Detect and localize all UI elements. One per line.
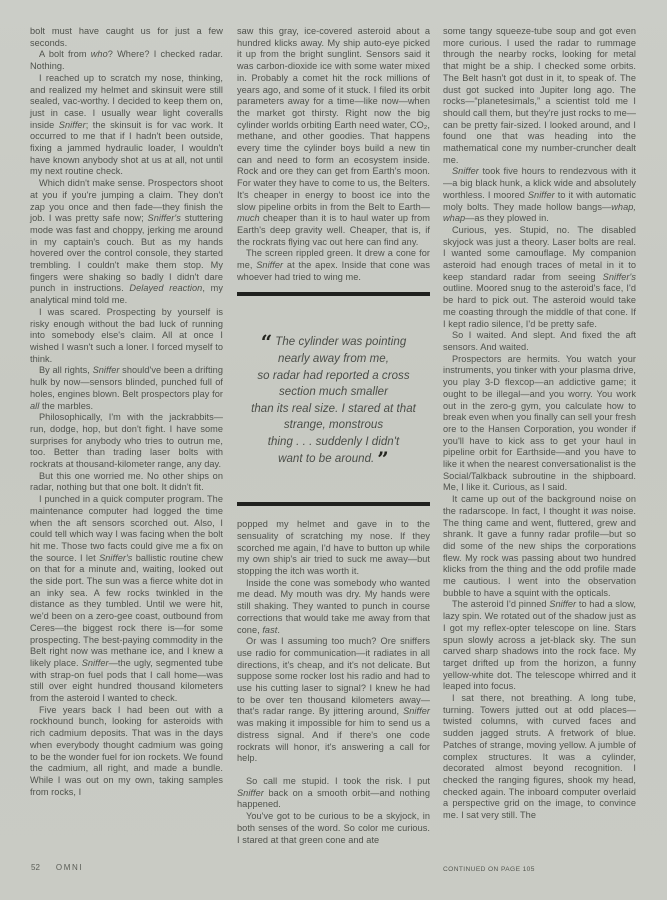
body-paragraph: But this one worried me. No other ships on radar, nothing but that one bolt. It didn't fit. (30, 470, 223, 493)
body-paragraph: Philosophically, I'm with the jackrabbits—run, dodge, hop, but don't fight. I have some surprises for anybody who tries to outrun me, too. Better than trading laser bolts with rockrats at thousand-kilometer range, any day. (30, 412, 223, 470)
pull-quote-bottom-rule (237, 502, 430, 506)
body-paragraph: some tangy squeeze-tube soup and got even more curious. I used the radar to rummage through the nearby rocks, looking for metal that might be a ship. I checked some orbits. The Belt hasn't got dust in it, to speak of. The dust got sucked into Jupiter long ago. The rocks—“planetesimals,” a scientist told me I should call them, but they're just rocks to me—can be pretty fair-sized. I looked around, and I found one that was heading into the mathematical cone my number-cruncher dealt me. (443, 26, 636, 165)
body-paragraph: popped my helmet and gave in to the sensuality of scratching my nose. If they scorched me again, I'd have to button up while my own ship's air tried to suck me away—but stopping the itch was worth it. (237, 519, 430, 577)
column-2-lower-text (237, 519, 430, 846)
body-paragraph: By all rights, Sniffer should've been a drifting hulk by now—sensors blinded, punched full of holes, engines blown. Belt prospectors play for all the marbles. (30, 365, 223, 411)
body-paragraph: The screen rippled green. It drew a cone for me, Sniffer at the apex. Inside that cone was whoever had tried to wing me. (237, 248, 430, 282)
open-quote-icon: “ (260, 330, 273, 355)
body-paragraph: bolt must have caught us for just a few seconds. (30, 26, 223, 48)
body-paragraph: Or was I assuming too much? Ore sniffers use radio for communication—it radiates in all directions, it's cheap, and it's not delicate. But suppose some rocker lost his radio and had to use his cutting laser to signal? I knew he had to be over ten thousand kilometers away—that's radar range. By jittering around, Sniffer was making it impossible for him to send us a distress signal. And if there's one code rockrats will honor, it's answering a call for help. (237, 636, 430, 764)
body-paragraph: Prospectors are hermits. You watch your instruments, you tinker with your plasma drive, you play 3-D flexcop—an addictive game; it ought to be illegal—and you worry. You work out in the zero-g gym, you calculate how to break even when you finally can sell your fresh ore to the Hansen Corporation, you wonder if you'll have to kick ass to get your haul in pipeline orbit for Earthside—and you have to like it when the nearest conversationalist is the Social/Talkback subroutine in the shipboard. Me, I like it. Curious, as I said. (443, 353, 636, 493)
body-paragraph: I punched in a quick computer program. The maintenance computer had logged the time when the aft sensors scorched out. Also, I could tell which way I was facing when the bolt hit me. Those two facts could give me a fix on the source. I let Sniffer's ballistic routine chew on that for a minute and, waiting, looked out the side port. The sun was a fierce white dot in an inky sea. A few rocks twinkled in the distance as they tumbled. Until we were hit, we'd been on a zero-gee coast, outbound from Ceres—the biggest rock there is—for some prospecting. The best-paying commodity in the Belt right now was methane ice, and I knew a likely place. Sniffer—the ugly, segmented tube with strap-on fuel pods that I call home—was still over eight hundred thousand kilometers from the asteroid I wanted to check. (30, 494, 223, 704)
body-paragraph: It came up out of the background noise on the radarscope. In fact, I thought it was noise. The thing came and went, fluttered, grew and shrank. It gave a funny radar profile—but so did some of the new ships the corporations flew. My rock was passing about two hundred klicks from the thing and the odd profile made me cautious. I went into the observation bubble to have a squint with the opticals. (443, 494, 636, 598)
column-2-upper-text (237, 26, 430, 283)
body-paragraph: I was scared. Prospecting by yourself is risky enough without the bad luck of running into somebody else's claim. All at once I wished I wasn't such a loner. I forced myself to think. (30, 306, 223, 364)
body-paragraph: saw this gray, ice-covered asteroid about a hundred klicks away. My ship auto-eye picked it up from the bright sunglint. Sensors said it was carbon-dioxide ice with some water mixed in. Probably a comet hit the rock millions of years ago, and some of it stuck. I filed its orbit parameters away for a time—like now—when the market got thirsty. Right now the big cylinder worlds orbiting Earth need water, CO₂, methane, and other goodies. That happens every time the cylinder boys build a new tin can and need to form an ecosystem inside. Rock and ore they can get from Earth's moon. For water they have to come to us, the Belters. It's cheaper in energy to boost ice into the slow pipeline orbits in from the Belt to Earth—much cheaper than it is to haul water up from Earth's deep gravity well. Cheaper, that is, if the rockrats flying vac out here can find any. (237, 26, 430, 247)
close-quote-icon: ” (377, 446, 389, 471)
body-paragraph: A bolt from who? Where? I checked radar. Nothing. (30, 49, 223, 72)
body-paragraph: Sniffer took five hours to rendezvous with it—a big black hunk, a klick wide and absolutely worthless. I moored Sniffer to it with automatic moly bolts. They made hollow bangs—whap, whap—as they plowed in. (443, 166, 637, 224)
body-paragraph: I sat there, not breathing. A long tube, turning. Towers jutted out at odd places—twisted columns, with curved faces and sudden jagged struts. A fretwork of blue. Patches of strange, moving yellow. A jumble of complex structures. It was a cylinder, decorated almost beyond recognition. I checked the ranging figures, shook my head, checked again. The inboard computer overlaid a perspective grid on the image, to convince me. I sat very still. The (443, 693, 636, 821)
body-paragraph: Which didn't make sense. Prospectors shoot at you if you're jumping a claim. They don't zap you once and then fade—they finish the job. I was pretty safe now; Sniffer's stuttering mode was fast and choppy, jerking me around in my captain's couch. But as my hands hovered over the control console, they started trembling. I couldn't make them stop. My fingers were shaking so badly I didn't dare punch in instructions. Delayed reaction, my analytical mind told me. (30, 178, 223, 306)
body-paragraph: So call me stupid. I took the risk. I put Sniffer back on a smooth orbit—and nothing happened. (237, 775, 430, 810)
text-column-1 (30, 26, 223, 798)
body-paragraph: Inside the cone was somebody who wanted me dead. My mouth was dry. My hands were still shaking. They wanted to punch in course corrections that would take me away from that cone, fast. (237, 577, 430, 635)
body-paragraph: The asteroid I'd pinned Sniffer to had a slow, lazy spin. We rotated out of the shadow just as I got my reflex-opter telescope on line. Stars spun slowly across a jet-black sky. The sun carved sharp shadows into the rock face. My target drifted up from the horizon, a funny yellow-white dot. The telescope whirred and it leaped into focus. (443, 599, 636, 692)
text-column-2 (237, 26, 430, 846)
body-paragraph: So I waited. And slept. And fixed the aft sensors. And waited. (443, 330, 636, 352)
body-paragraph: You've got to be curious to be a skyjock, in both senses of the word. So color me curious. I stared at that green cone and ate (237, 811, 430, 845)
page-footer (31, 863, 83, 872)
page-number: 52 (31, 863, 40, 872)
body-paragraph: Curious, yes. Stupid, no. The disabled skyjock was just a theory. Laser bolts are real. I wanted some camouflage. My companion asteroid had enough traces of metal in it to keep standard radar from seeing Sniffer's outline. Moored snug to the asteroid's face, I'd be hard to pick out. The asteroid would take me coasting through the middle of that cone. If I kept radio silence, I'd be pretty safe. (443, 224, 636, 329)
pull-quote: “ The cylinder was pointing nearly away from me, so radar had reported a cross section much smaller than its real size. I stared at that strange, monstrous thing . . . suddenly I didn't want to be around. ” (251, 330, 416, 471)
text-column-3 (443, 26, 636, 822)
body-paragraph: Five years back I had been out with a rockhound bunch, looking for asteroids with rich cadmium deposits. That was in the days when everybody thought cadmium was going to be the wonder fuel for ion rockets. We found the cadmium, all right, and made a bundle. While I was out on my own, taking samples from rocks, I (30, 704, 223, 797)
body-paragraph: I reached up to scratch my nose, thinking, and realized my helmet and skinsuit were still sealed, vac-worthy. I decided to keep them on, just in case. I usually wear light coveralls inside Sniffer; the skinsuit is for vac work. It occurred to me that if I hadn't been outside, fixing a jammed hydraulic loader, I wouldn't have known anybody shot at us at all, not until my next routine check. (30, 72, 223, 177)
magazine-title: OMNI (55, 863, 84, 872)
continued-notice: CONTINUED ON PAGE 105 (443, 866, 535, 873)
